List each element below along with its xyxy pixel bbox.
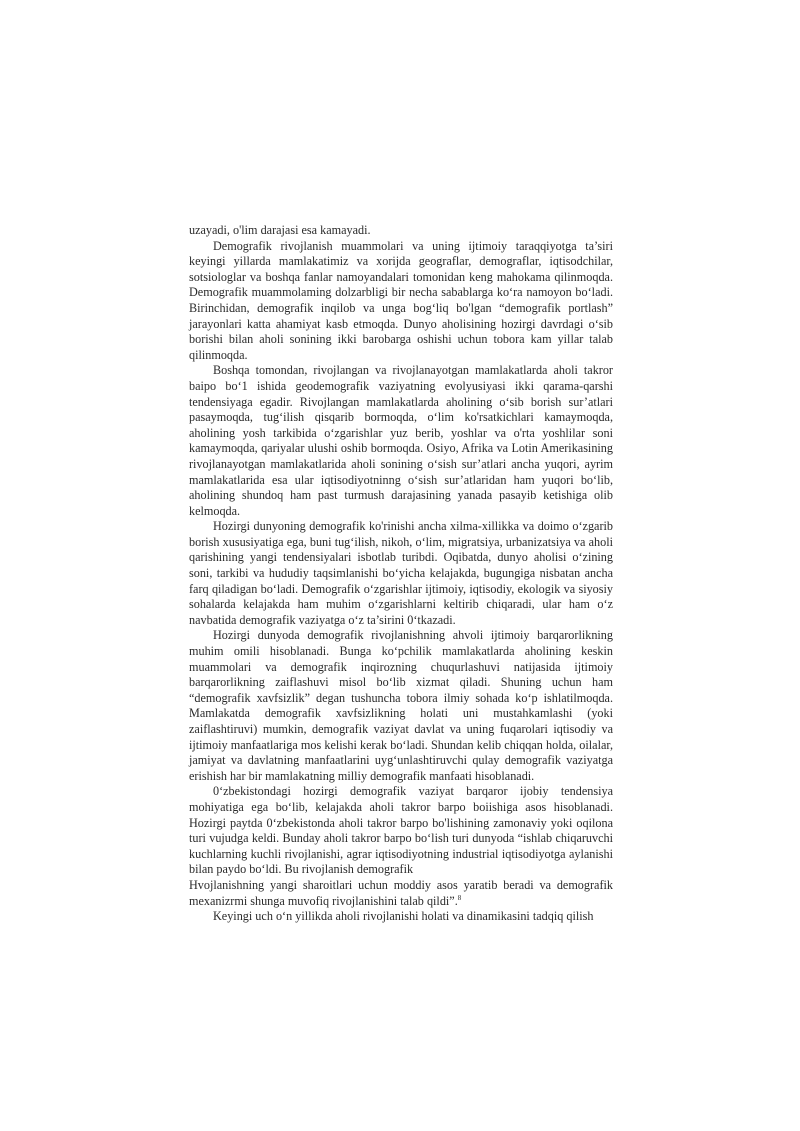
paragraph-1: Demografik rivojlanish muammolari va uning ijtimoiy taraqqiyotga ta’siri keyingi yillarda mamlakatimiz va xorijda geograflar, demograflar, iqtisodchilar, sotsiologlar va boshqa fanlar namoyandalari tomonidan keng mahokama qilinmoqda. Demografik muammolaming dolzarbligi bir necha sabablarga ko‘ra namoyon bo‘ladi. Birinchidan, demografik inqilob va unga bog‘liq bo'lgan “demografik portlash” jarayonlari katta ahamiyat kasb etmoqda. Dunyo aholisining hozirgi davrdagi o‘sib borishi bilan aholi sonining ikki barobarga oshishi uchun tobora kam yillar talab qilinmoqda. xyxy=(189,238,613,362)
paragraph-5: 0‘zbekistondagi hozirgi demografik vaziyat barqaror ijobiy tendensiya mohiyatiga ega bo‘lib, kelajakda aholi takror barpo boiishiga asos hisoblanadi. Hozirgi paytda 0‘zbekistonda aholi takror barpo bo'lishining zamonaviy yoki oqilona turi vujudga keldi. Bunday aholi takror barpo bo‘lish turi dunyoda “ishlab chiqaruvchi kuchlarning kuchli rivojlanishi, agrar iqtisodiyotning industrial iqtisodiyotga aylanishi bilan paydo bo‘ldi. Bu rivojlanish demografik xyxy=(189,784,613,877)
paragraph-7: Keyingi uch o‘n yillikda aholi rivojlanishi holati va dinamikasini tadqiq qilish xyxy=(213,909,594,924)
paragraph-6-text: Hvojlanishning yangi sharoitlari uchun moddiy asos yaratib beradi va demografik mexanizrmi shunga muvofiq rivojlanishini talab qildi”. xyxy=(189,877,613,908)
paragraph-0: uzayadi, o'lim darajasi esa kamayadi. xyxy=(189,223,371,237)
paragraph-2: Boshqa tomondan, rivojlangan va rivojlanayotgan mamlakatlarda aholi takror baipo bo‘1 ishida geodemografik vaziyatning evolyusiyasi ikki qarama-qarshi tendensiyaga egadir. Rivojlangan mamlakatlarda aholining o‘sib borish sur’atlari pasaymoqda, tug‘ilish qisqarib bormoqda, o‘lim ko'rsatkichlari kamaymoqda, aholining yosh tarkibida o‘zgarishlar yuz berib, yoshlar va o'rta yoshlilar soni kamaymoqda, qariyalar ulushi oshib bormoqda. Osiyo, Afrika va Lotin Amerikasining rivojlanayotgan mamlakatlarida aholi sonining o‘sish sur’atlari ancha yuqori, ayrim mamlakatlarida esa ular iqtisodiyotninng o‘sish sur’atlaridan ham yuqori bo‘lib, aholining shundoq ham past turmush darajasining yanada pasayib ketishiga olib kelmoqda. xyxy=(189,363,613,518)
paragraph-6 xyxy=(189,878,613,909)
paragraph-3: Hozirgi dunyoning demografik ko'rinishi ancha xilma-xillikka va doimo o‘zgarib borish xususiyatiga ega, buni tug‘ilish, nikoh, o‘lim, migratsiya, urbanizatsiya va aholi qarishining yangi tendensiyalari isbotlab turibdi. Oqibatda, dunyo aholisi o‘zining soni, tarkibi va hududiy taqsimlanishi bo‘yicha kelajakda, bugungiga nisbatan ancha farq qiladigan bo‘ladi. Demografik o‘zgarishlar ijtimoiy, iqtisodiy, ekologik va siyosiy sohalarda kelajakda ham muhim o‘zgarishlarni keltirib chiqaradi, ular ham o‘z navbatida demografik vaziyatga o‘z ta’sirini 0‘tkazadi. xyxy=(189,519,613,627)
document-page xyxy=(189,223,613,925)
paragraph-4: Hozirgi dunyoda demografik rivojlanishning ahvoli ijtimoiy barqarorlikning muhim omili hisoblanadi. Bunga ko‘pchilik mamlakatlarda aholining keskin muammolari va demografik inqirozning chuqurlashuvi natijasida ijtimoiy barqarorlikning zaiflashuvi misol bo‘lib xizmat qiladi. Shuning uchun ham “demografik xavfsizlik” degan tushuncha tobora ilmiy sohada ko‘p ishlatilmoqda. Mamlakatda demografik xavfsizlikning holati uni mustahkamlashi (yoki zaiflashtiruvi) mumkin, demografik vaziyat davlat va uning fuqarolari iqtisodiy va ijtimoiy manfaatlariga mos kelishi kerak bo‘ladi. Shundan kelib chiqqan holda, oilalar, jamiyat va davlatning manfaatlarini uyg‘unlashtiruvchi qulay demografik vaziyatga erishish har bir mamlakatning milliy demografik manfaati hisoblanadi. xyxy=(189,628,613,783)
footnote-marker[interactable]: 8 xyxy=(457,893,462,902)
